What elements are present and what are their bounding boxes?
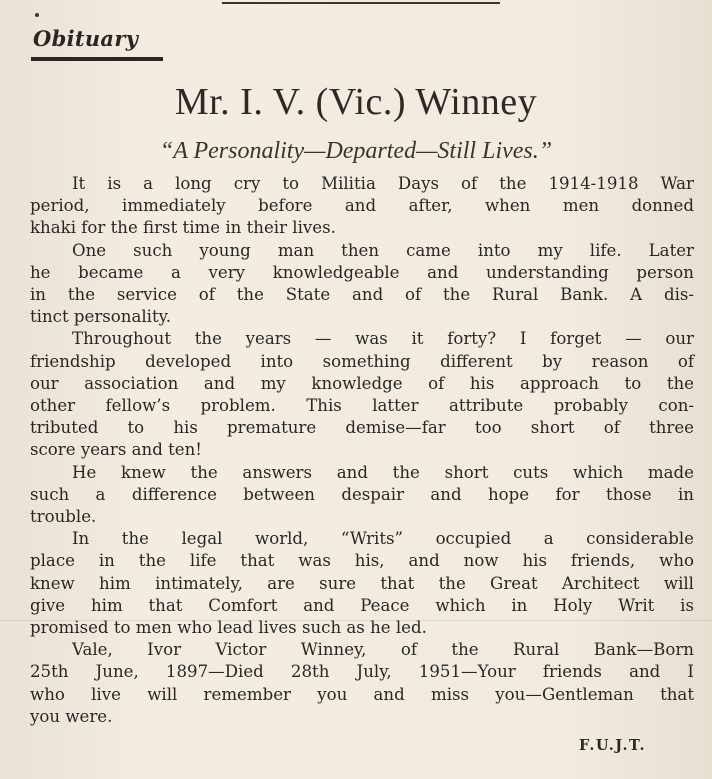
text-line: Throughout the years — was it forty? I forget — our bbox=[72, 329, 694, 349]
paragraph bbox=[30, 173, 694, 240]
text-line: trouble. bbox=[30, 507, 97, 527]
text-line: in the service of the State and of the Rural Bank. A dis- bbox=[30, 285, 694, 305]
paragraph bbox=[30, 240, 694, 329]
top-rule bbox=[222, 2, 500, 4]
text-line: you were. bbox=[30, 706, 113, 726]
text-line: khaki for the first time in their lives. bbox=[30, 218, 336, 238]
text-line: he became a very knowledgeable and understanding person bbox=[30, 262, 694, 282]
text-line: period, immediately before and after, when men donned bbox=[30, 196, 694, 216]
obituary-body bbox=[30, 173, 694, 728]
text-line: 25th June, 1897—Died 28th July, 1951—Your friends and I bbox=[30, 662, 694, 682]
text-line: tinct personality. bbox=[30, 307, 172, 327]
text-line: It is a long cry to Militia Days of the 1914-1918 War bbox=[72, 174, 694, 193]
paragraph bbox=[30, 639, 694, 728]
text-line: give him that Comfort and Peace which in Holy Writ is bbox=[30, 595, 694, 615]
ink-dot bbox=[35, 13, 39, 17]
text-line: tributed to his premature demise—far too short of three bbox=[30, 418, 694, 438]
text-line: other fellow’s problem. This latter attribute probably con- bbox=[30, 396, 694, 416]
text-line: friendship developed into something different by reason of bbox=[30, 351, 694, 371]
paragraph bbox=[30, 462, 694, 529]
paper-fold bbox=[0, 620, 712, 621]
paragraph bbox=[30, 528, 694, 639]
author-signature: F.U.J.T. bbox=[579, 737, 646, 754]
text-line: Vale, Ivor Victor Winney, of the Rural Bank—Born bbox=[72, 640, 694, 660]
text-line: In the legal world, “Writs” occupied a considerable bbox=[72, 529, 694, 549]
text-line: score years and ten! bbox=[30, 440, 202, 460]
text-line: our association and my knowledge of his approach to the bbox=[30, 373, 694, 393]
text-line: promised to men who lead lives such as he led. bbox=[30, 618, 427, 638]
text-line: place in the life that was his, and now his friends, who bbox=[30, 551, 694, 571]
text-line: He knew the answers and the short cuts which made bbox=[72, 462, 694, 482]
text-line: One such young man then came into my life. Later bbox=[72, 240, 694, 260]
obituary-subtitle: “A Personality—Departed—Still Lives.” bbox=[159, 138, 553, 164]
text-line: such a difference between despair and hope for those in bbox=[30, 484, 694, 504]
section-heading: Obituary bbox=[33, 26, 139, 51]
paragraph bbox=[30, 328, 694, 461]
section-underline bbox=[31, 57, 163, 61]
text-line: who live will remember you and miss you—Gentleman that bbox=[30, 684, 694, 704]
text-line: knew him intimately, are sure that the Great Architect will bbox=[30, 573, 694, 593]
obituary-title: Mr. I. V. (Vic.) Winney bbox=[174, 81, 538, 123]
